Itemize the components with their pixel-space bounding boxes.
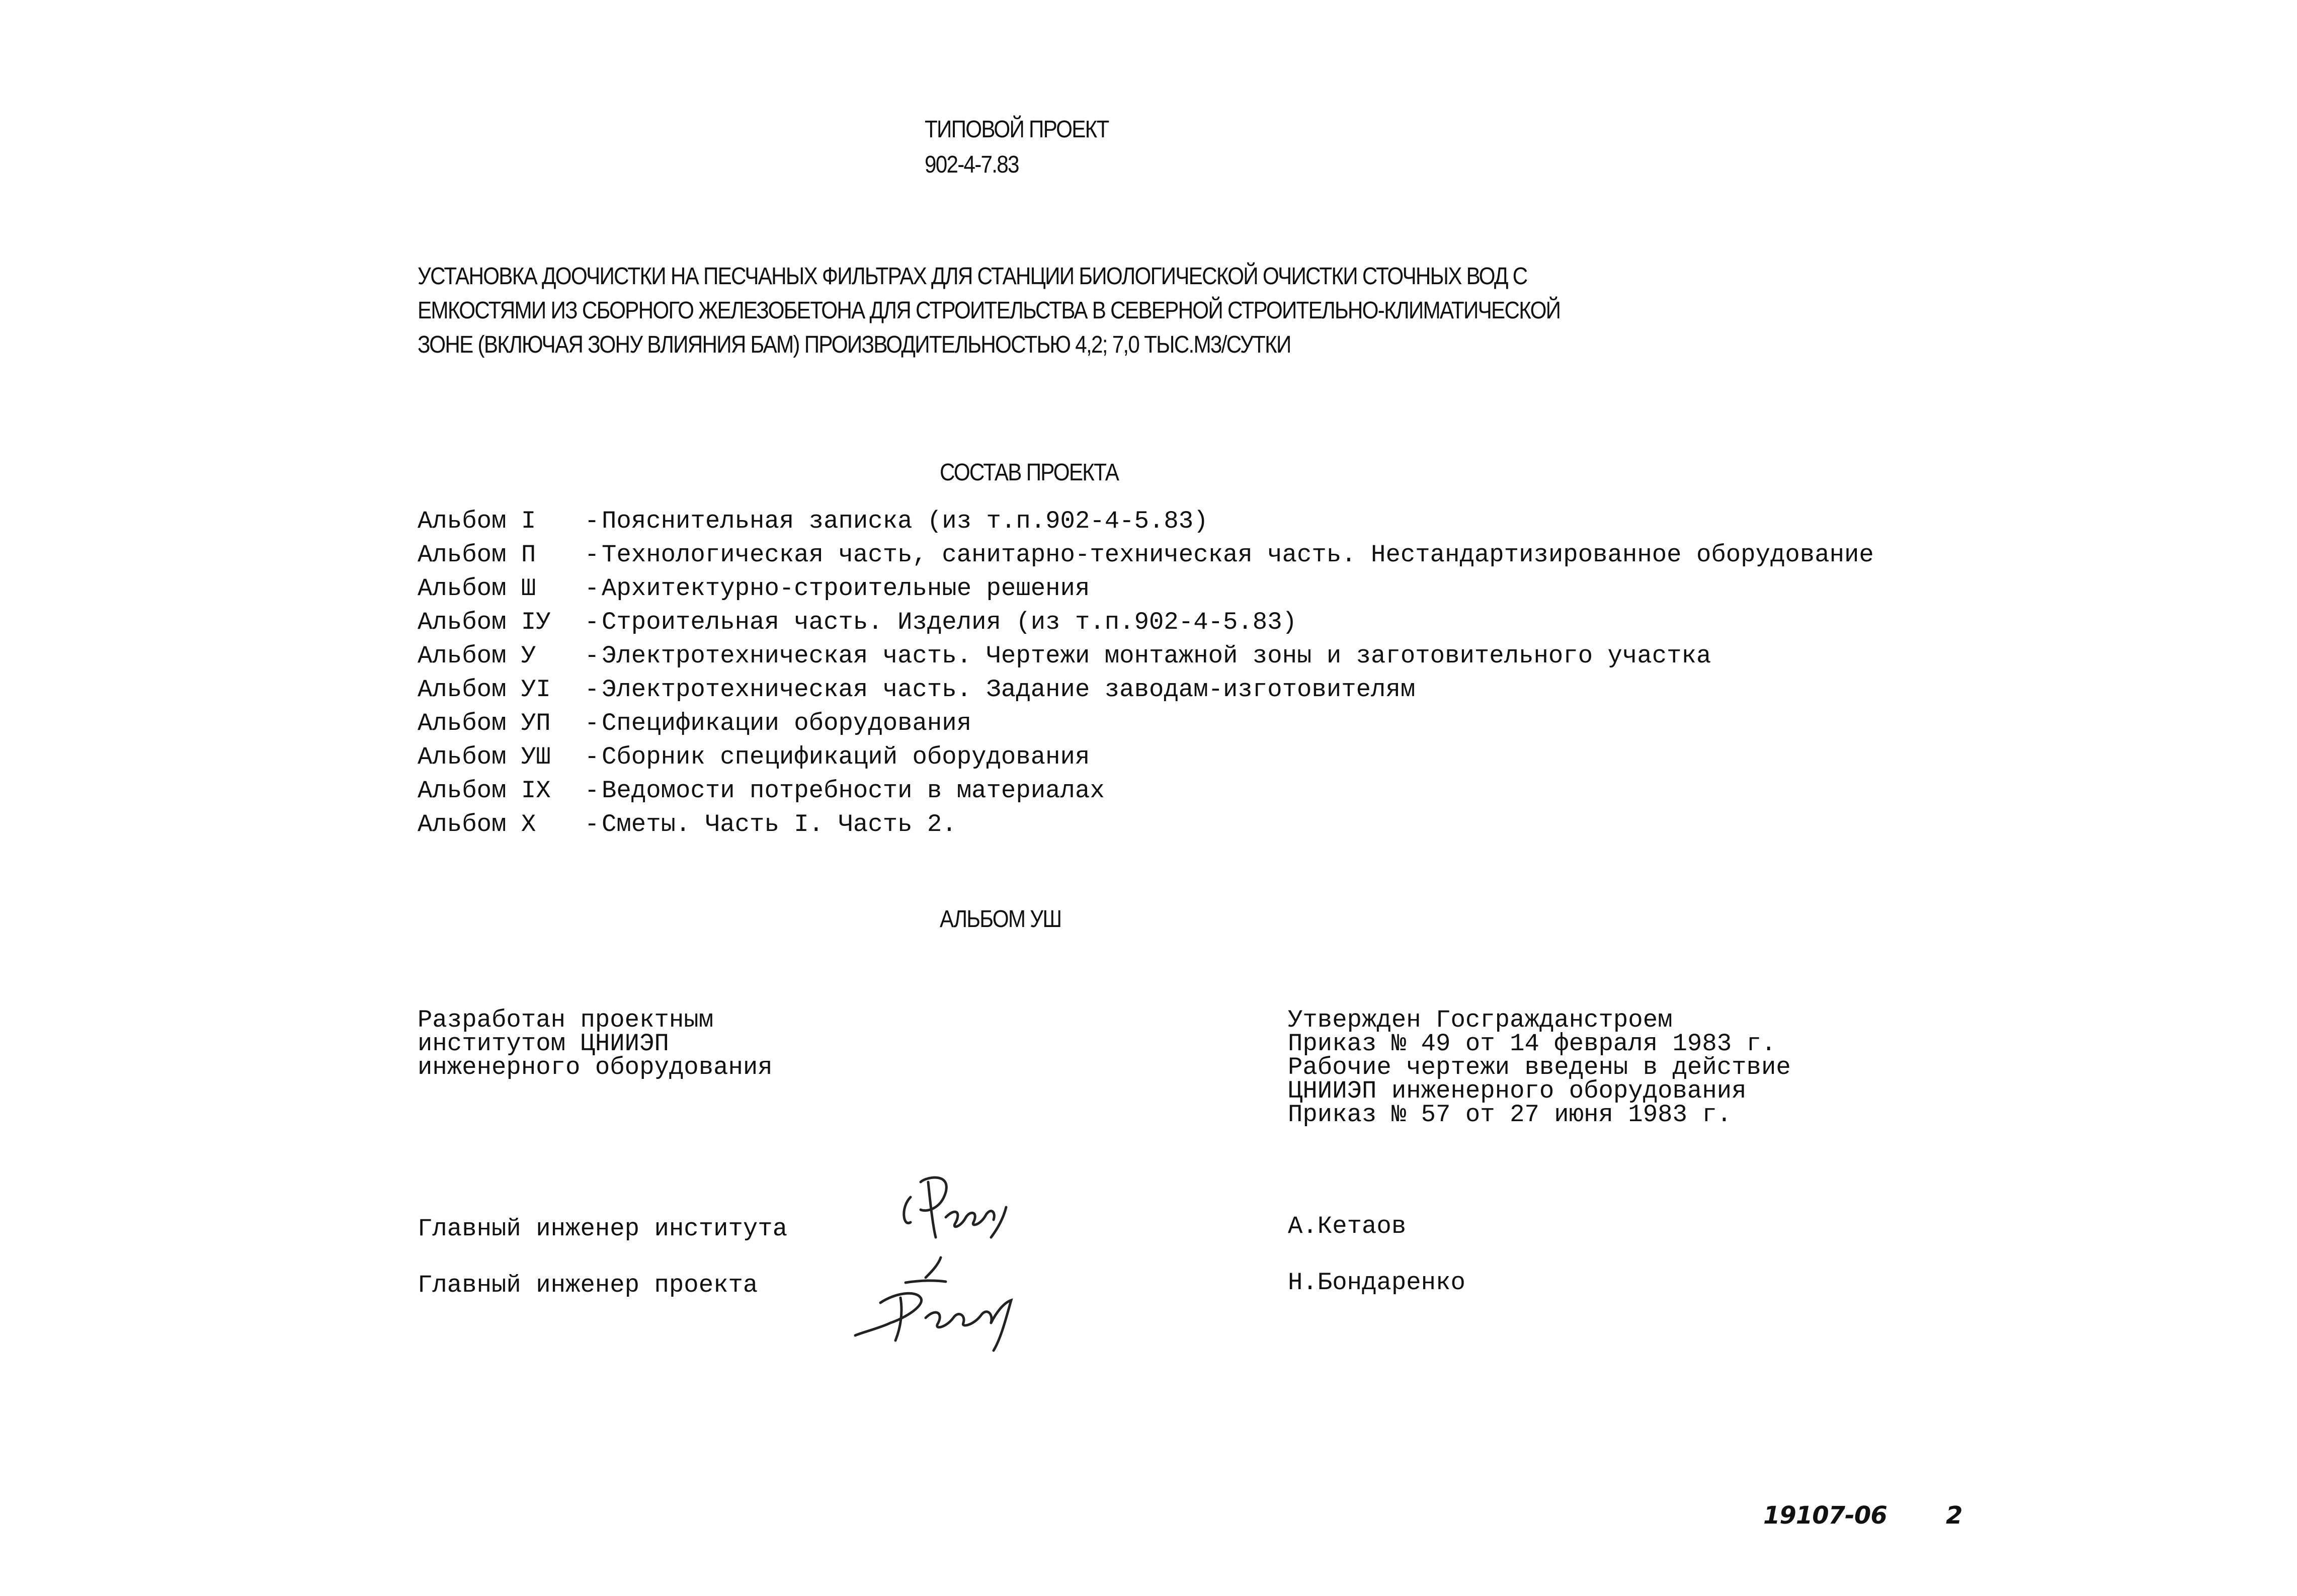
album-row	[418, 743, 1874, 777]
approval-line: Приказ № 57 от 27 июня 1983 г.	[1288, 1101, 1732, 1129]
current-album-heading: АЛЬБОМ УШ	[940, 906, 1061, 933]
approval-line: ЦНИИЭП инженерного оборудования	[1288, 1077, 1747, 1105]
album-description: Строительная часть. Изделия (из т.п.902-4-5.83)	[602, 608, 1297, 636]
album-row	[418, 574, 1874, 608]
developer-line: Разработан проектным	[418, 1006, 714, 1034]
album-dash: -	[585, 507, 600, 535]
album-row	[418, 507, 1874, 541]
album-dash: -	[585, 709, 600, 737]
album-label: Альбом УП	[418, 709, 551, 737]
approval-block	[1288, 1006, 1791, 1129]
album-label: Альбом П	[418, 541, 536, 569]
album-dash: -	[585, 608, 600, 636]
album-row	[418, 777, 1874, 810]
album-dash: -	[585, 642, 600, 670]
signature-chief-engineer-project	[850, 1252, 1031, 1353]
album-label: Альбом Ш	[418, 574, 536, 603]
approval-line: Утвержден Госгражданстроем	[1288, 1006, 1673, 1034]
album-description: Архитектурно-строительные решения	[602, 574, 1090, 603]
developer-line: инженерного оборудования	[418, 1053, 773, 1081]
album-row	[418, 810, 1874, 844]
album-label: Альбом IX	[418, 777, 551, 805]
album-description: Сметы. Часть I. Часть 2.	[602, 810, 957, 838]
album-row	[418, 676, 1874, 709]
album-label: Альбом I	[418, 507, 536, 535]
developer-block	[418, 1006, 773, 1081]
album-dash: -	[585, 743, 600, 771]
album-row	[418, 608, 1874, 642]
album-description: Сборник спецификаций оборудования	[602, 743, 1090, 771]
album-label: Альбом У	[418, 642, 536, 670]
album-dash: -	[585, 574, 600, 603]
album-dash: -	[585, 810, 600, 838]
album-dash: -	[585, 777, 600, 805]
project-title-line-2: ЕМКОСТЯМИ ИЗ СБОРНОГО ЖЕЛЕЗОБЕТОНА ДЛЯ СТРОИТЕЛЬСТВА В СЕВЕРНОЙ СТРОИТЕЛЬНО-КЛИМАТИЧЕСКОЙ	[418, 297, 1561, 324]
signatory-name: А.Кетаов	[1288, 1212, 1407, 1240]
album-description: Электротехническая часть. Задание заводам-изготовителям	[602, 676, 1416, 704]
document-code: 19107-06	[1763, 1501, 1887, 1530]
album-row	[418, 642, 1874, 676]
album-row	[418, 541, 1874, 574]
approval-line: Рабочие чертежи введены в действие	[1288, 1053, 1791, 1081]
project-title-line-1: УСТАНОВКА ДООЧИСТКИ НА ПЕСЧАНЫХ ФИЛЬТРАХ ДЛЯ СТАНЦИИ БИОЛОГИЧЕСКОЙ ОЧИСТКИ СТОЧНЫХ ВОД С	[418, 263, 1527, 290]
album-dash: -	[585, 676, 600, 704]
album-label: Альбом X	[418, 810, 536, 838]
signature-chief-engineer-institute	[890, 1162, 1041, 1257]
album-description: Технологическая часть, санитарно-техническая часть. Нестандартизированное оборудование	[602, 541, 1874, 569]
signatory-title: Главный инженер проекта	[418, 1271, 758, 1299]
album-description: Пояснительная записка (из т.п.902-4-5.83)	[602, 507, 1208, 535]
album-description: Электротехническая часть. Чертежи монтажной зоны и заготовительного участка	[602, 642, 1711, 670]
series-title: ТИПОВОЙ ПРОЕКТ	[925, 116, 1109, 143]
album-label: Альбом УШ	[418, 743, 551, 771]
approval-line: Приказ № 49 от 14 февраля 1983 г.	[1288, 1030, 1776, 1058]
signatory-name: Н.Бондаренко	[1288, 1269, 1465, 1297]
signatory-title: Главный инженер института	[418, 1215, 788, 1243]
album-row	[418, 709, 1874, 743]
page-number: 2	[1946, 1501, 1963, 1530]
album-label: Альбом IУ	[418, 608, 551, 636]
composition-heading: СОСТАВ ПРОЕКТА	[940, 459, 1119, 486]
album-label: Альбом УI	[418, 676, 551, 704]
album-description: Ведомости потребности в материалах	[602, 777, 1105, 805]
album-description: Спецификации оборудования	[602, 709, 972, 737]
project-number: 902-4-7.83	[925, 151, 1019, 178]
album-dash: -	[585, 541, 600, 569]
album-list	[418, 507, 1874, 844]
project-title-line-3: ЗОНЕ (ВКЛЮЧАЯ ЗОНУ ВЛИЯНИЯ БАМ) ПРОИЗВОДИТЕЛЬНОСТЬЮ 4,2; 7,0 ТЫС.М3/СУТКИ	[418, 331, 1291, 358]
developer-line: институтом ЦНИИЭП	[418, 1030, 669, 1058]
